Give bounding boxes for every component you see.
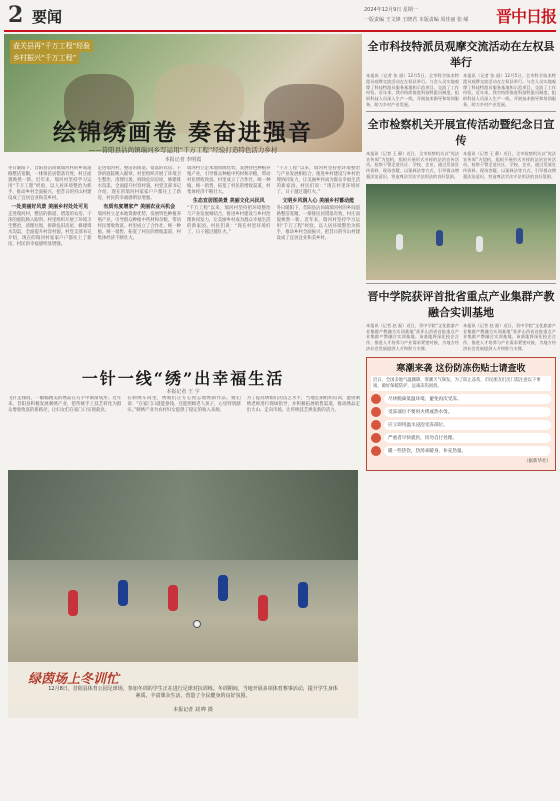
divider [366, 283, 556, 284]
bullet-icon [371, 407, 381, 417]
body-text: 在刺绣车间里，绣娘们正专心致志地绣制作品。她们说：“在家门口就能挣钱，还能照顾老人孩子，心里特别踏实。”刺绣产业为农村妇女提供了稳定的收入来源。 [127, 396, 241, 413]
body-text: 瑞河村立足本地资源优势，发展特色种植养殖产业，引导群众种植中药材和杂粮，带动村民增收致富。村里成立了合作社，统一种植、统一销售，拓宽了村民的增收渠道，村集体经济不断壮大。 [97, 212, 181, 241]
tip-text: 尽快脱离低温环境，避免再次受冻。 [384, 394, 551, 404]
right-column [366, 34, 556, 471]
second-headline: 一针一线“绣”出幸福生活 [81, 369, 285, 388]
tips-list [371, 394, 551, 456]
body-text: 本报讯（记者 赵 磊）近日，晋中学院“文化旅游产业集群产教融合实训基地”获评山西省首批重点产业集群产教融合实训基地。该基地将深化校企合作，推进人才培养与产业需求紧密对接，为地方经济社会发展提供人才和智力支撑。 [463, 322, 556, 351]
story-photo [366, 184, 556, 280]
photo-tag: 乡村振兴“千万工程” [10, 52, 79, 64]
lead-headline: 绘锦绣画卷 奏奋进强音 [52, 119, 313, 146]
section-subhead: 有质有度增家产 美丽农业兴机会 [103, 204, 176, 210]
tip-item [371, 420, 551, 430]
body-text: 本报讯（记者 张 丽）12月5日，全市科学技术特派员观摩交流活动在左权县举行。与会人员实地观摩了科技特派员服务基地和示范项目，交流了工作经验。近年来，我市持续推进科技特派员制度，组织科技人员深入生产一线，开展技术指导和培训服务，助力乡村产业发展。 [366, 73, 459, 107]
body-text: 冬日暖阳下，昔阳县沾尚镇瑞河村的乡间道路整洁宽敞，一排排民居错落有致，村庄面貌焕然一新。近年来，瑞河村坚持学习运用“千万工程”经验，以人居环境整治为抓手，推动乡村全面振兴，把昔日的穷山村建设成了宜居宜业和美乡村。 [276, 206, 360, 241]
section-subhead: 文明乡风润人心 美丽乡村蓄动能 [282, 198, 355, 204]
notice-source: （据新华社） [524, 459, 551, 465]
photo-figure [396, 234, 403, 250]
body-text: 走进瑞河村，整洁的街道、错落的农房、干净的庭院映入眼帘。村里组织开展了环境卫生整治，清理垃圾，拆除危旧房屋，修建排水沟渠，全面提升村容村貌。村党支部书记介绍，现在的瑞河村家家户户都住上了新房，村民的幸福感明显增强。 [97, 166, 181, 201]
body-text: 走进瑞河村，整洁的街道、错落的农房、干净的庭院映入眼帘。村里组织开展了环境卫生整治，清理垃圾，拆除危旧房屋，修建排水沟渠，全面提升村容村貌。村党支部书记介绍，现在的瑞河村家家户户都住上了新房，村民的幸福感明显增强。 [8, 212, 92, 247]
photo-figure [476, 236, 483, 252]
lead-byline: 本报记者 李明霞 [164, 157, 202, 163]
second-body [8, 396, 360, 466]
story-body [366, 323, 556, 352]
section-title: 要闻 [32, 8, 63, 26]
newspaper-logo: 晋中日报 [496, 7, 557, 26]
body-column [8, 166, 92, 366]
second-byline: 本报记者 王 宇 [166, 389, 200, 395]
tip-item [371, 446, 551, 456]
story-body [366, 73, 556, 108]
photo-player [118, 580, 128, 606]
body-text: 飞针走线间，一幅幅精美的绣品在巧手中渐渐成形。近年来，昔阳县积极发展刺绣产业，把传统手工技艺转化为群众增收致富的新路径，让妇女们在家门口实现就业。 [8, 396, 122, 413]
body-text: “千万工程”以来，瑞河村坚持把环境整治与产业发展相结合，推进乡村建设与乡村治理协同发力，让美丽乡村成为群众幸福生活的新家园。村民们说：“现在村里环境好了，日子越过越红火。” [276, 166, 360, 195]
body-column [463, 151, 556, 180]
photo-caption-box [8, 662, 358, 718]
tip-text: 严重者尽快就医，切勿自行处理。 [384, 433, 551, 443]
body-column [463, 323, 556, 352]
notice-title: 寒潮来袭 这份防冻伤贴士请查收 [396, 363, 526, 374]
story-body [366, 151, 556, 180]
story-headline: 全市检察机关开展宣传活动暨纪念日宣传 [367, 117, 555, 147]
photo-figure [516, 228, 523, 244]
dateline: 2024年12月9日 星期一 [364, 7, 418, 13]
section-subhead: 一处美丽好风景 美丽乡村处处可见 [11, 204, 89, 210]
body-column [463, 73, 556, 108]
body-column [127, 396, 240, 466]
cold-wave-notice [366, 357, 556, 472]
body-text: 本报讯（记者 王 静）近日，全市检察机关以“宪法宣传周”为契机，组织开展形式多样的法治宣传活动。检察干警走进社区、学校、企业，通过发放宣传资料、现场答疑、以案释法等方式，引导群众增强法治意识，营造尊法学法守法用法的良好氛围。 [366, 150, 459, 179]
lead-subheadline: ——昔阳县沾尚镇瑞河乡写运用“千万工程”经验打造特色活力乡村 [88, 146, 278, 154]
story-headline: 晋中学院获评首批省重点产业集群产教融合实训基地 [367, 289, 555, 319]
photo-player [258, 595, 268, 621]
bullet-icon [371, 394, 381, 404]
body-column [366, 151, 459, 180]
body-column [98, 166, 182, 366]
lead-body [8, 166, 360, 366]
tip-text: 暖一些热饮，热汤来暖身，补充热量。 [384, 446, 551, 456]
body-text: 本报讯（记者 王 静）近日，全市检察机关以“宪法宣传周”为契机，组织开展形式多样的法治宣传活动。检察干警走进社区、学校、企业，通过发放宣传资料、现场答疑、以案释法等方式，引导群众增强法治意识，营造尊法学法守法用法的良好氛围。 [463, 150, 556, 179]
body-column [8, 396, 121, 466]
body-text: 冬日暖阳下，昔阳县沾尚镇瑞河村的乡间道路整洁宽敞，一排排民居错落有致，村庄面貌焕然一新。近年来，瑞河村坚持学习运用“千万工程”经验，以人居环境整治为抓手，推动乡村全面振兴，把昔日的穷山村建设成了宜居宜业和美乡村。 [8, 166, 92, 201]
photo-player [168, 585, 178, 611]
photo-background [8, 470, 358, 560]
body-column [366, 323, 459, 352]
story-headline: 全市科技特派员观摩交流活动在左权县举行 [367, 40, 555, 69]
tip-item [371, 407, 551, 417]
body-text: “千万工程”以来，瑞河村坚持把环境整治与产业发展相结合，推进乡村建设与乡村治理协同发力，让美丽乡村成为群众幸福生活的新家园。村民们说：“现在村里环境好了，日子越过越红火。” [187, 206, 271, 235]
notice-intro: 近日，全国多地气温骤降，寒潮天气频发。为了防止冻伤，市民朋友们出门需注意以下事项，做好保暖防护，远离冻伤困扰。 [371, 376, 551, 392]
bullet-icon [371, 420, 381, 430]
bullet-icon [371, 446, 381, 456]
tip-item [371, 433, 551, 443]
photo-ball [193, 620, 201, 628]
page-number: 2 [8, 2, 24, 28]
bullet-icon [371, 433, 381, 443]
photo-title: 绿茵场上冬训忙 [28, 672, 120, 687]
masthead [4, 2, 556, 30]
masthead-rule [4, 30, 556, 32]
photo-player [218, 575, 228, 601]
section-subhead: 生态宜居图美景 美丽文化兴民风 [192, 198, 265, 204]
tip-item [371, 394, 551, 404]
body-column [247, 396, 360, 466]
body-text: 本报讯（记者 张 丽）12月5日，全市科学技术特派员观摩交流活动在左权县举行。与会人员实地观摩了科技特派员服务基地和示范项目，交流了工作经验。近年来，我市持续推进科技特派员制度，组织科技人员深入生产一线，开展技术指导和培训服务，助力乡村产业发展。 [463, 73, 556, 107]
body-column [366, 73, 459, 108]
tip-text: 受冻部位不要用火烤或热水烫。 [384, 407, 551, 417]
body-text: 瑞河村立足本地资源优势，发展特色种植养殖产业，引导群众种植中药材和杂粮，带动村民增收致富。村里成立了合作社，统一种植、统一销售，拓宽了村民的增收渠道，村集体经济不断壮大。 [187, 166, 271, 195]
tip-text: 应立即用温水浸泡受冻部位。 [384, 420, 551, 430]
photo-player [298, 582, 308, 608]
photo-figure [436, 230, 443, 246]
photo-tag: 壶关县再“千万工程”经验 [10, 40, 93, 52]
photo-byline: 本报记者 刘 晔 摄 [173, 707, 213, 713]
divider [366, 111, 556, 112]
body-column [277, 166, 361, 366]
photo-player [68, 590, 78, 616]
editor-credits: 一版责编 王文锋 王晓君 本版责编 周佳丽 张 嵘 [364, 17, 469, 23]
body-column [187, 166, 271, 366]
photo-caption: 12月8日，昔阳县体育公园足球场，参加冬训的学生正在进行足球对抗训练。冬训期间，当地开展多项体育赛事活动，提升学生身体素质，丰富课余生活，营造了全民健身的良好氛围。 [48, 686, 338, 699]
body-text: 本报讯（记者 赵 磊）近日，晋中学院“文化旅游产业集群产教融合实训基地”获评山西省首批重点产业集群产教融合实训基地。该基地将深化校企合作，推进人才培养与产业需求紧密对接，为地方经济社会发展提供人才和智力支撑。 [366, 322, 459, 351]
feature-photo [8, 470, 358, 718]
body-text: 为了提高绣娘们的技艺水平，当地定期组织培训，邀请刺绣老师进行现场指导，并积极拓展销售渠道，推动绣品走出大山、走向市场，让传统技艺焕发新的活力。 [246, 396, 360, 413]
